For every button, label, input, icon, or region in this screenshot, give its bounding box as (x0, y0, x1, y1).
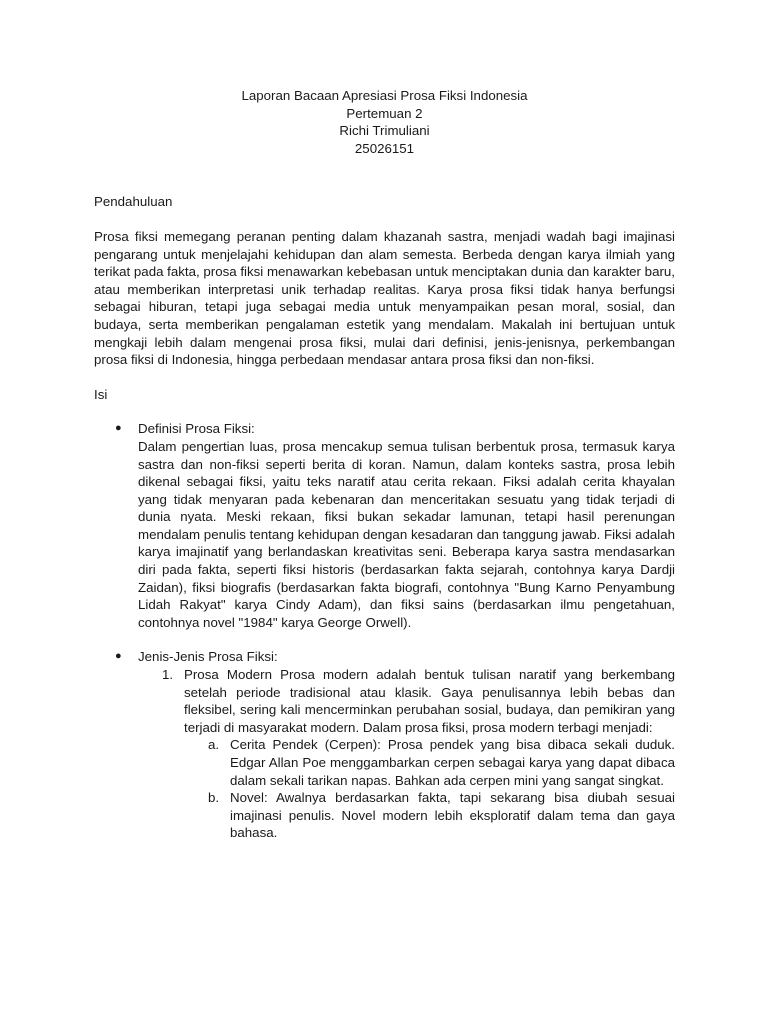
intro-heading: Pendahuluan (94, 194, 173, 210)
document-page (94, 87, 675, 842)
intro-paragraph: Prosa fiksi memegang peranan penting dalam khazanah sastra, menjadi wadah bagi imajinasi pengarang untuk menjelajahi kehidupan dan alam semesta. Berbeda dengan karya ilmiah yang terikat pada fakta, prosa fiksi menawarkan kebebasan untuk menciptakan dunia dan karakter baru, atau memberikan interpretasi unik terhadap realitas. Karya prosa fiksi tidak hanya berfungsi sebagai hiburan, tetapi juga sebagai media untuk menyampaikan pesan moral, sosial, dan budaya, serta memberikan pengalaman estetik yang mendalam. Makalah ini bertujuan untuk mengkaji lebih dalam mengenai prosa fiksi, mulai dari definisi, jenis-jenisnya, perkembangan prosa fiksi di Indonesia, hingga perbedaan mendasar antara prosa fiksi dan non-fiksi. (94, 228, 675, 368)
document-header (94, 87, 675, 157)
list-item-text: Prosa Modern Prosa modern adalah bentuk tulisan naratif yang berkembang setelah periode tradisional atau klasik. Gaya penulisannya lebih bebas dan fleksibel, sering kali mencerminkan perubahan sosial, budaya, dan pemikiran yang terjadi di masyarakat modern. Dalam prosa fiksi, prosa modern terbagi menjadi: (184, 667, 675, 735)
list-number: 1. (162, 667, 174, 683)
author-name: Richi Trimuliani (339, 123, 430, 139)
sub-list-item (184, 789, 675, 842)
numbered-list-item (138, 666, 675, 842)
sub-list-item-text: Cerita Pendek (Cerpen): Prosa pendek yang bisa dibaca sekali duduk. Edgar Allan Poe menggambarkan cerpen sebagai karya yang dapat dibaca dalam sekali tarikan napas. Bahkan ada cerpen mini yang sangat singkat. (230, 737, 675, 788)
types-numbered-list (138, 666, 675, 842)
types-title: Jenis-Jenis Prosa Fiksi: (138, 649, 278, 665)
list-letter: a. (208, 737, 220, 753)
sub-list-item (184, 736, 675, 789)
definition-title: Definisi Prosa Fiksi: (138, 421, 255, 437)
subtypes-list (184, 736, 675, 842)
sub-list-item-text: Novel: Awalnya berdasarkan fakta, tapi sekarang bisa diubah sesuai imajinasi penulis. Novel modern lebih eksploratif dalam tema dan gaya bahasa. (230, 790, 675, 841)
document-title: Laporan Bacaan Apresiasi Prosa Fiksi Indonesia (241, 88, 528, 103)
meeting-label: Pertemuan 2 (346, 105, 423, 121)
bullet-icon: ● (115, 422, 122, 435)
types-item (94, 648, 675, 842)
student-id: 25026151 (354, 140, 415, 156)
definition-text: Dalam pengertian luas, prosa mencakup semua tulisan berbentuk prosa, termasuk karya sastra dan non-fiksi seperti berita di koran. Namun, dalam konteks sastra, prosa lebih dikenal sebagai fiksi, yaitu teks naratif atau cerita rekaan. Fiksi adalah cerita khayalan yang tidak menyaran pada kebenaran dan menceritakan sesuatu yang tidak terjadi di dunia nyata. Meski rekaan, fiksi bukan sekadar lamunan, tetapi hasil perenungan mendalam penulis tentang kehidupan dengan kesadaran dan tanggung jawab. Fiksi adalah karya imajinatif yang berlandaskan kreativitas seni. Beberapa karya sastra mendasarkan diri pada fakta, seperti fiksi historis (berdasarkan fakta sejarah, contohnya karya Dardji Zaidan), fiksi biografis (berdasarkan fakta biografi, contohnya "Bung Karno Penyambung Lidah Rakyat" karya Cindy Adam), dan fiksi sains (berdasarkan ilmu pengetahuan, contohnya novel "1984" karya George Orwell). (138, 438, 675, 630)
list-letter: b. (208, 790, 220, 806)
bullet-icon: ● (115, 650, 122, 663)
definition-item (94, 420, 675, 631)
body-heading: Isi (94, 386, 108, 402)
content-bullet-list (94, 420, 675, 842)
